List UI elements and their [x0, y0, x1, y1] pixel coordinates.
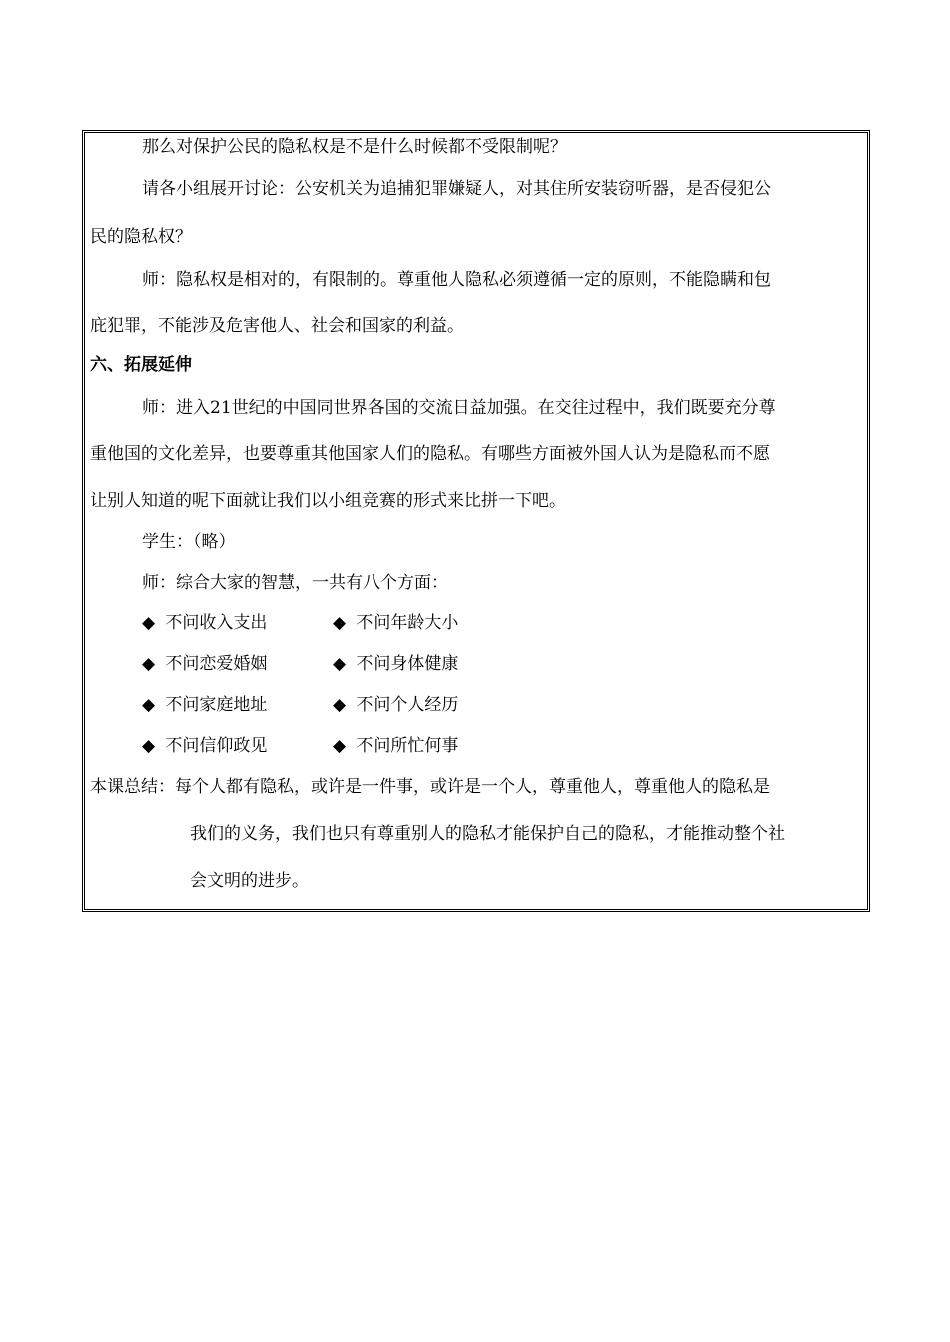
list-item-label: 不问家庭地址: [165, 695, 268, 715]
paragraph-extension-line-3: 让别人知道的呢下面就让我们以小组竞赛的形式来比拼一下吧。: [90, 491, 566, 511]
diamond-bullet-icon: ◆: [333, 613, 347, 633]
list-item: [333, 734, 458, 758]
list-item-label: 不问个人经历: [356, 695, 459, 715]
list-item: [333, 652, 458, 676]
diamond-bullet-icon: ◆: [142, 695, 156, 715]
diamond-bullet-icon: ◆: [142, 654, 156, 674]
list-item-label: 不问信仰政见: [165, 736, 268, 756]
paragraph-teacher-relative-line-1: 师：隐私权是相对的，有限制的。尊重他人隐私必须遵循一定的原则，不能隐瞒和包: [142, 270, 771, 290]
lesson-summary-line-1: 本课总结：每个人都有隐私，或许是一件事，或许是一个人，尊重他人，尊重他人的隐私是: [90, 777, 770, 797]
list-item-label: 不问恋爱婚姻: [165, 654, 268, 674]
diamond-bullet-icon: ◆: [333, 695, 347, 715]
paragraph-teacher-summary: 师：综合大家的智慧，一共有八个方面：: [142, 573, 448, 593]
paragraph-teacher-relative-line-2: 庇犯罪，不能涉及危害他人、社会和国家的利益。: [90, 316, 464, 336]
list-item-label: 不问年龄大小: [356, 613, 459, 633]
paragraph-extension-line-1: 师：进入21世纪的中国同世界各国的交流日益加强。在交往过程中，我们既要充分尊: [142, 398, 776, 418]
list-item-label: 不问身体健康: [356, 654, 459, 674]
paragraph-discussion-line-1: 请各小组展开讨论：公安机关为追捕犯罪嫌疑人，对其住所安装窃听器，是否侵犯公: [142, 179, 771, 199]
section-heading-extension: 六、拓展延伸: [90, 355, 192, 375]
list-item-label: 不问所忙何事: [356, 736, 459, 756]
diamond-bullet-icon: ◆: [142, 736, 156, 756]
paragraph-extension-line-2: 重他国的文化差异，也要尊重其他国家人们的隐私。有哪些方面被外国人认为是隐私而不愿: [90, 444, 770, 464]
list-item: [142, 611, 267, 635]
list-item: [333, 611, 458, 635]
paragraph-discussion-line-2: 民的隐私权？: [90, 227, 192, 247]
diamond-bullet-icon: ◆: [333, 654, 347, 674]
list-item: [142, 693, 267, 717]
list-item-label: 不问收入支出: [165, 613, 268, 633]
paragraph-student-answer: 学生：（略）: [142, 532, 236, 552]
list-item: [333, 693, 458, 717]
diamond-bullet-icon: ◆: [142, 613, 156, 633]
list-item: [142, 734, 267, 758]
paragraph-privacy-limit-question: 那么对保护公民的隐私权是不是什么时候都不受限制呢？: [142, 137, 567, 157]
list-item: [142, 652, 267, 676]
lesson-summary-line-3: 会文明的进步。: [190, 871, 309, 891]
lesson-summary-line-2: 我们的义务，我们也只有尊重别人的隐私才能保护自己的隐私，才能推动整个社: [190, 824, 785, 844]
diamond-bullet-icon: ◆: [333, 736, 347, 756]
